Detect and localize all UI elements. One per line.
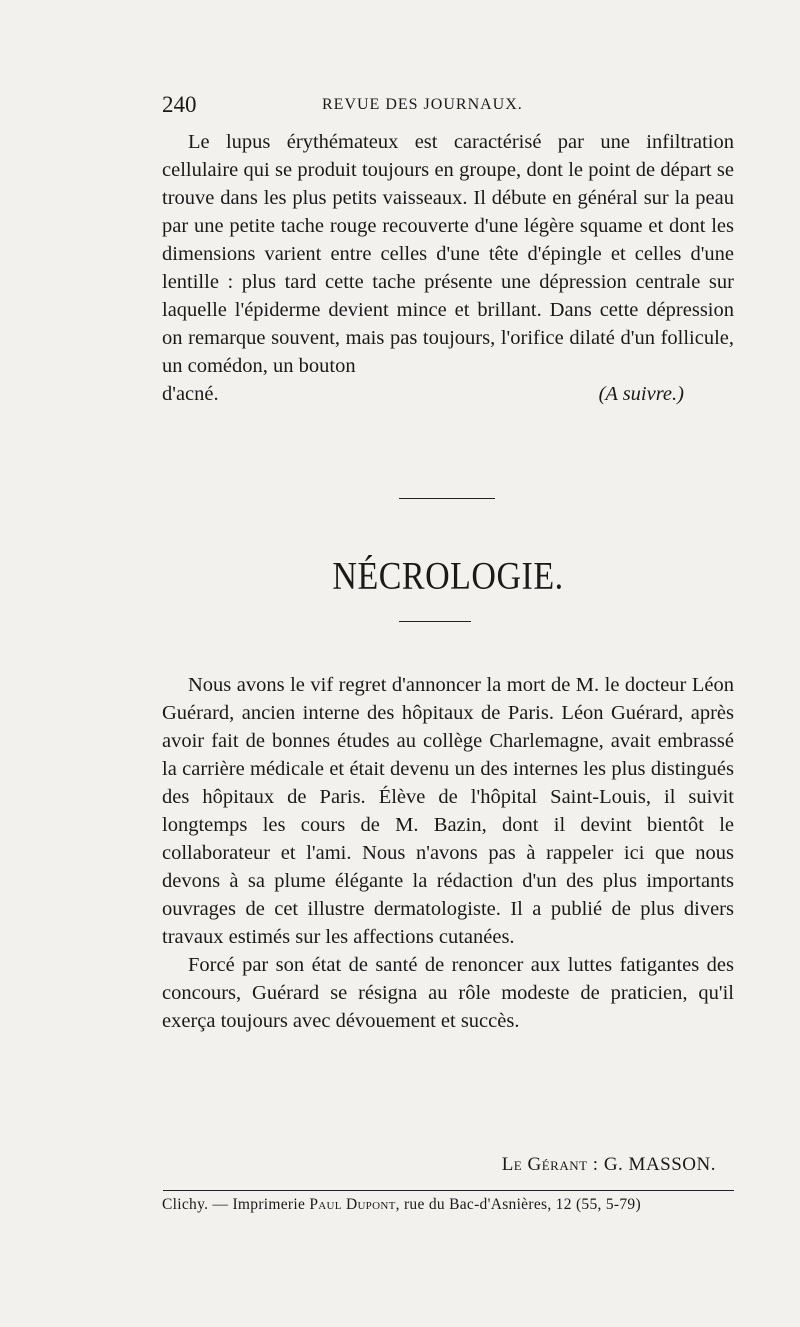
imprint-address: , rue du Bac-d'Asnières, 12 (55, 5-79) [395, 1196, 641, 1213]
gerant-separator: : [587, 1154, 604, 1175]
divider-bottom [399, 621, 471, 622]
printer-imprint [162, 1196, 742, 1214]
obituary-paragraph-2: Forcé par son état de santé de renoncer aux luttes fatigantes des concours, Guérard se résigna au rôle modeste de praticien, qu'il exerça toujours avec dévouement et succès. [162, 954, 734, 1032]
intro-last-word: d'acné. [162, 383, 219, 405]
intro-section [162, 128, 734, 408]
running-title: REVUE DES JOURNAUX. [322, 96, 523, 113]
page-number: 240 [162, 92, 197, 117]
suivre-line [162, 380, 734, 408]
obituary-section [162, 671, 734, 1035]
obituary-paragraph-1: Nous avons le vif regret d'annoncer la mort de M. le docteur Léon Guérard, ancien interne des hôpitaux de Paris. Léon Guérard, après avoir fait de bonnes études au collège Charlemagne, avait embrassé la carrière médicale et était devenu un des internes les plus distingués des hôpitaux de Paris. Élève de l'hôpital Saint-Louis, il suivit longtemps les cours de M. Bazin, dont il devint bientôt le collaborateur et l'ami. Nous n'avons pas à rappeler ici que nous devons à sa plume élégante la rédaction d'un des plus importants ouvrages de cet illustre dermatologiste. Il a publié de plus divers travaux estimés sur les affections cutanées. [162, 674, 734, 948]
footer-divider [163, 1190, 734, 1191]
gerant-line [502, 1154, 716, 1176]
to-be-continued: (A suivre.) [598, 383, 684, 405]
gerant-label: Le Gérant [501, 1154, 588, 1175]
divider-top [399, 498, 495, 499]
intro-paragraph: Le lupus érythémateux est caractérisé par une infiltration cellulaire qui se produit toujours en groupe, dont le point de départ se trouve dans les plus petits vaisseaux. Il débute en général sur la peau par une petite tache rouge recouverte d'une légère squame et dont les dimensions varient entre celles d'une tête d'épingle et celles d'une lentille : plus tard cette tache présente une dépression centrale sur laquelle l'épiderme devient mince et brillant. Dans cette dépression on remarque souvent, mais pas toujours, l'orifice dilaté d'un follicule, un comédon, un bouton [162, 131, 734, 377]
gerant-name: G. MASSON. [603, 1154, 716, 1175]
imprint-printer: Paul Dupont [309, 1196, 396, 1213]
section-title: NÉCROLOGIE. [332, 555, 564, 598]
page-header [162, 92, 734, 120]
imprint-prefix: Clichy. — Imprimerie [162, 1196, 310, 1213]
